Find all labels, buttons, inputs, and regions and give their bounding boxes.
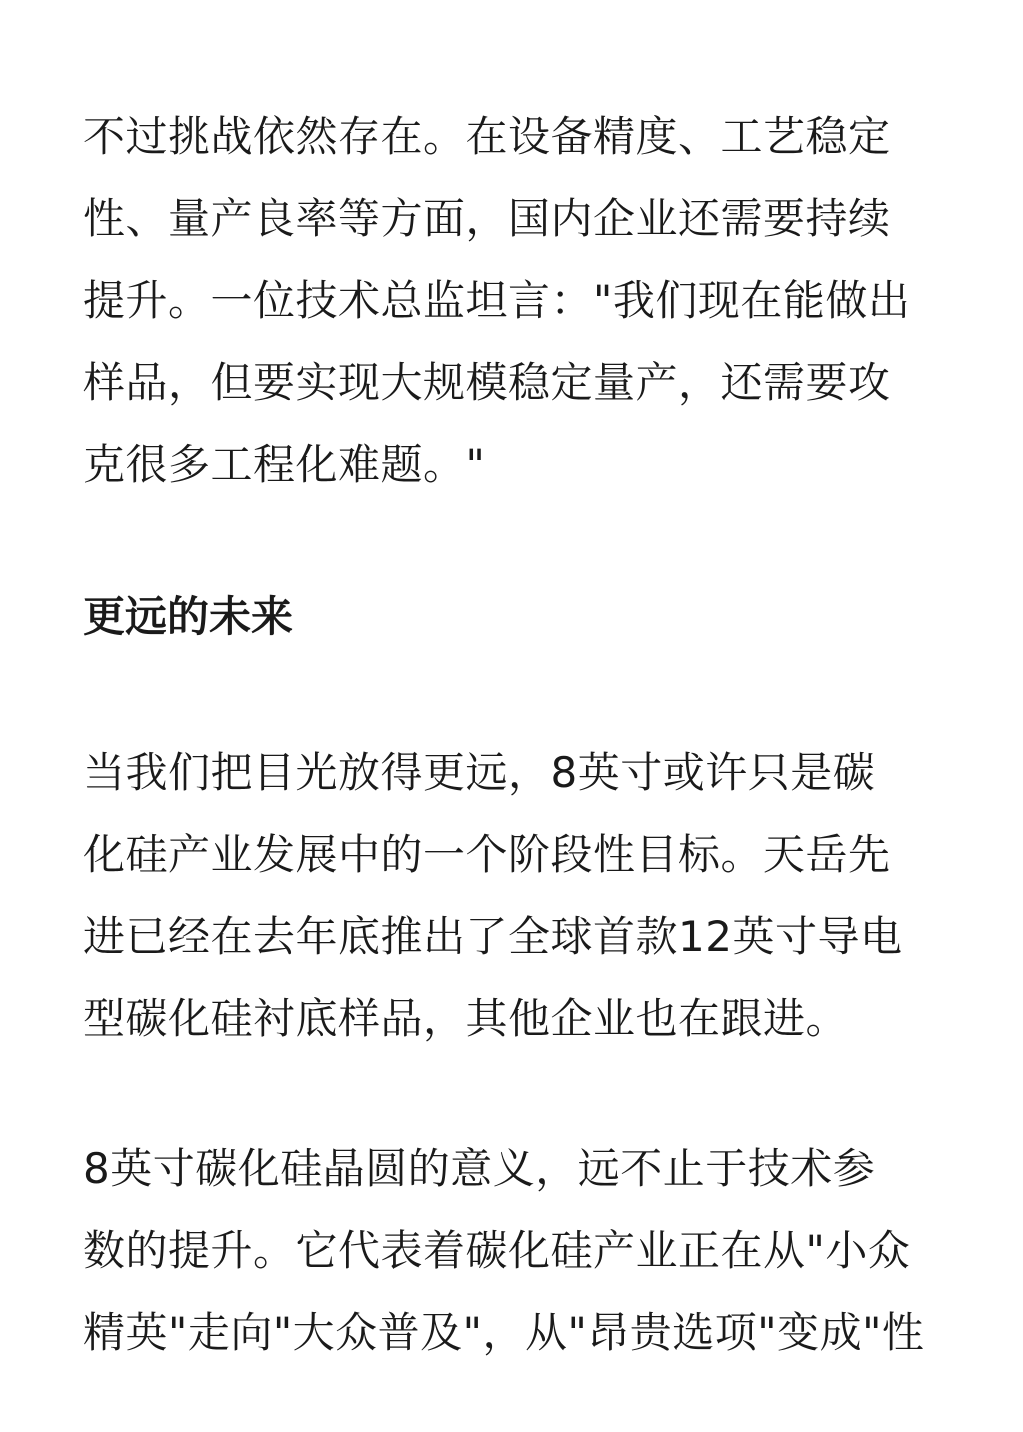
paragraph-line: 克很多工程化难题。" bbox=[83, 440, 486, 489]
paragraph-line: 当我们把目光放得更远，8英寸或许只是碳 bbox=[83, 748, 876, 797]
paragraph-line: 性、量产良率等方面，国内企业还需要持续 bbox=[83, 194, 891, 243]
paragraph-challenges bbox=[83, 96, 910, 506]
paragraph-line: 型碳化硅衬底样品，其他企业也在跟进。 bbox=[83, 994, 849, 1043]
paragraph-line: 不过挑战依然存在。在设备精度、工艺稳定 bbox=[83, 112, 891, 161]
paragraph-line: 8英寸碳化硅晶圆的意义，远不止于技术参 bbox=[83, 1144, 876, 1193]
paragraph-line: 样品，但要实现大规模稳定量产，还需要攻 bbox=[83, 358, 891, 407]
paragraph-line: 进已经在去年底推出了全球首款12英寸导电 bbox=[83, 912, 903, 961]
section-heading: 更远的未来 bbox=[83, 592, 294, 641]
paragraph-line: 提升。一位技术总监坦言："我们现在能做出 bbox=[83, 276, 911, 325]
paragraph-line: 化硅产业发展中的一个阶段性目标。天岳先 bbox=[83, 830, 891, 879]
paragraph-line: 数的提升。它代表着碳化硅产业正在从"小众 bbox=[83, 1226, 911, 1275]
paragraph-line: 精英"走向"大众普及"，从"昂贵选项"变成"性 bbox=[83, 1308, 925, 1357]
paragraph-significance bbox=[83, 1128, 924, 1374]
paragraph-future bbox=[83, 732, 902, 1060]
